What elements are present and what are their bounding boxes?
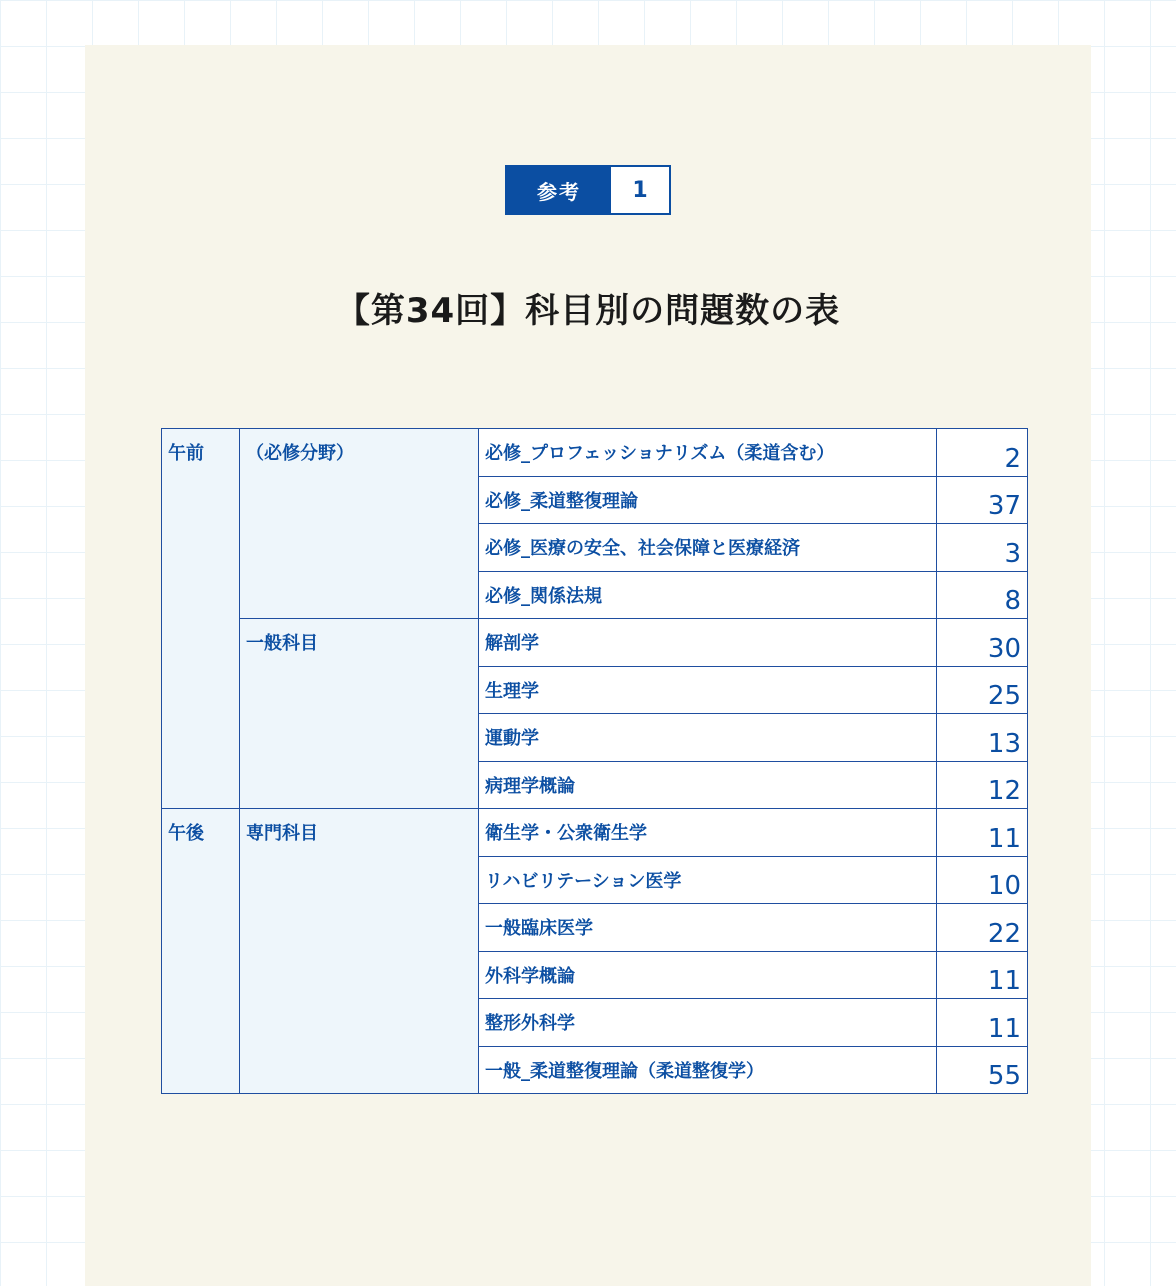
subject-cell: 外科学概論 [479,951,937,999]
category-cell: （必修分野） [240,429,479,619]
count-cell: 3 [937,524,1028,572]
subject-cell: 解剖学 [479,619,937,667]
period-cell: 午前 [162,429,240,809]
count-cell: 12 [937,761,1028,809]
content-panel [85,45,1091,1286]
subject-cell: 必修_医療の安全、社会保障と医療経済 [479,524,937,572]
subject-cell: 必修_関係法規 [479,571,937,619]
subject-cell: 一般_柔道整復理論（柔道整復学） [479,1046,937,1094]
table-row [162,429,1028,477]
subject-cell: 生理学 [479,666,937,714]
count-cell: 37 [937,476,1028,524]
subject-cell: 一般臨床医学 [479,904,937,952]
count-cell: 2 [937,429,1028,477]
count-cell: 25 [937,666,1028,714]
count-cell: 30 [937,619,1028,667]
category-cell: 一般科目 [240,619,479,809]
table-row [162,619,1028,667]
badge-label: 参考 [507,167,611,213]
subject-cell: 衛生学・公衆衛生学 [479,809,937,857]
subject-cell: 必修_プロフェッショナリズム（柔道含む） [479,429,937,477]
subject-cell: 必修_柔道整復理論 [479,476,937,524]
page-title: 【第34回】科目別の問題数の表 [335,291,841,331]
period-cell: 午後 [162,809,240,1094]
count-cell: 11 [937,999,1028,1047]
count-cell: 55 [937,1046,1028,1094]
category-cell: 専門科目 [240,809,479,1094]
subject-cell: 病理学概論 [479,761,937,809]
subject-cell: 運動学 [479,714,937,762]
table-row [162,809,1028,857]
count-cell: 8 [937,571,1028,619]
count-cell: 22 [937,904,1028,952]
subject-question-table [161,428,1028,1094]
count-cell: 11 [937,809,1028,857]
count-cell: 13 [937,714,1028,762]
reference-badge [505,165,671,215]
badge-number: 1 [632,177,648,203]
count-cell: 10 [937,856,1028,904]
count-cell: 11 [937,951,1028,999]
subject-cell: リハビリテーション医学 [479,856,937,904]
subject-cell: 整形外科学 [479,999,937,1047]
